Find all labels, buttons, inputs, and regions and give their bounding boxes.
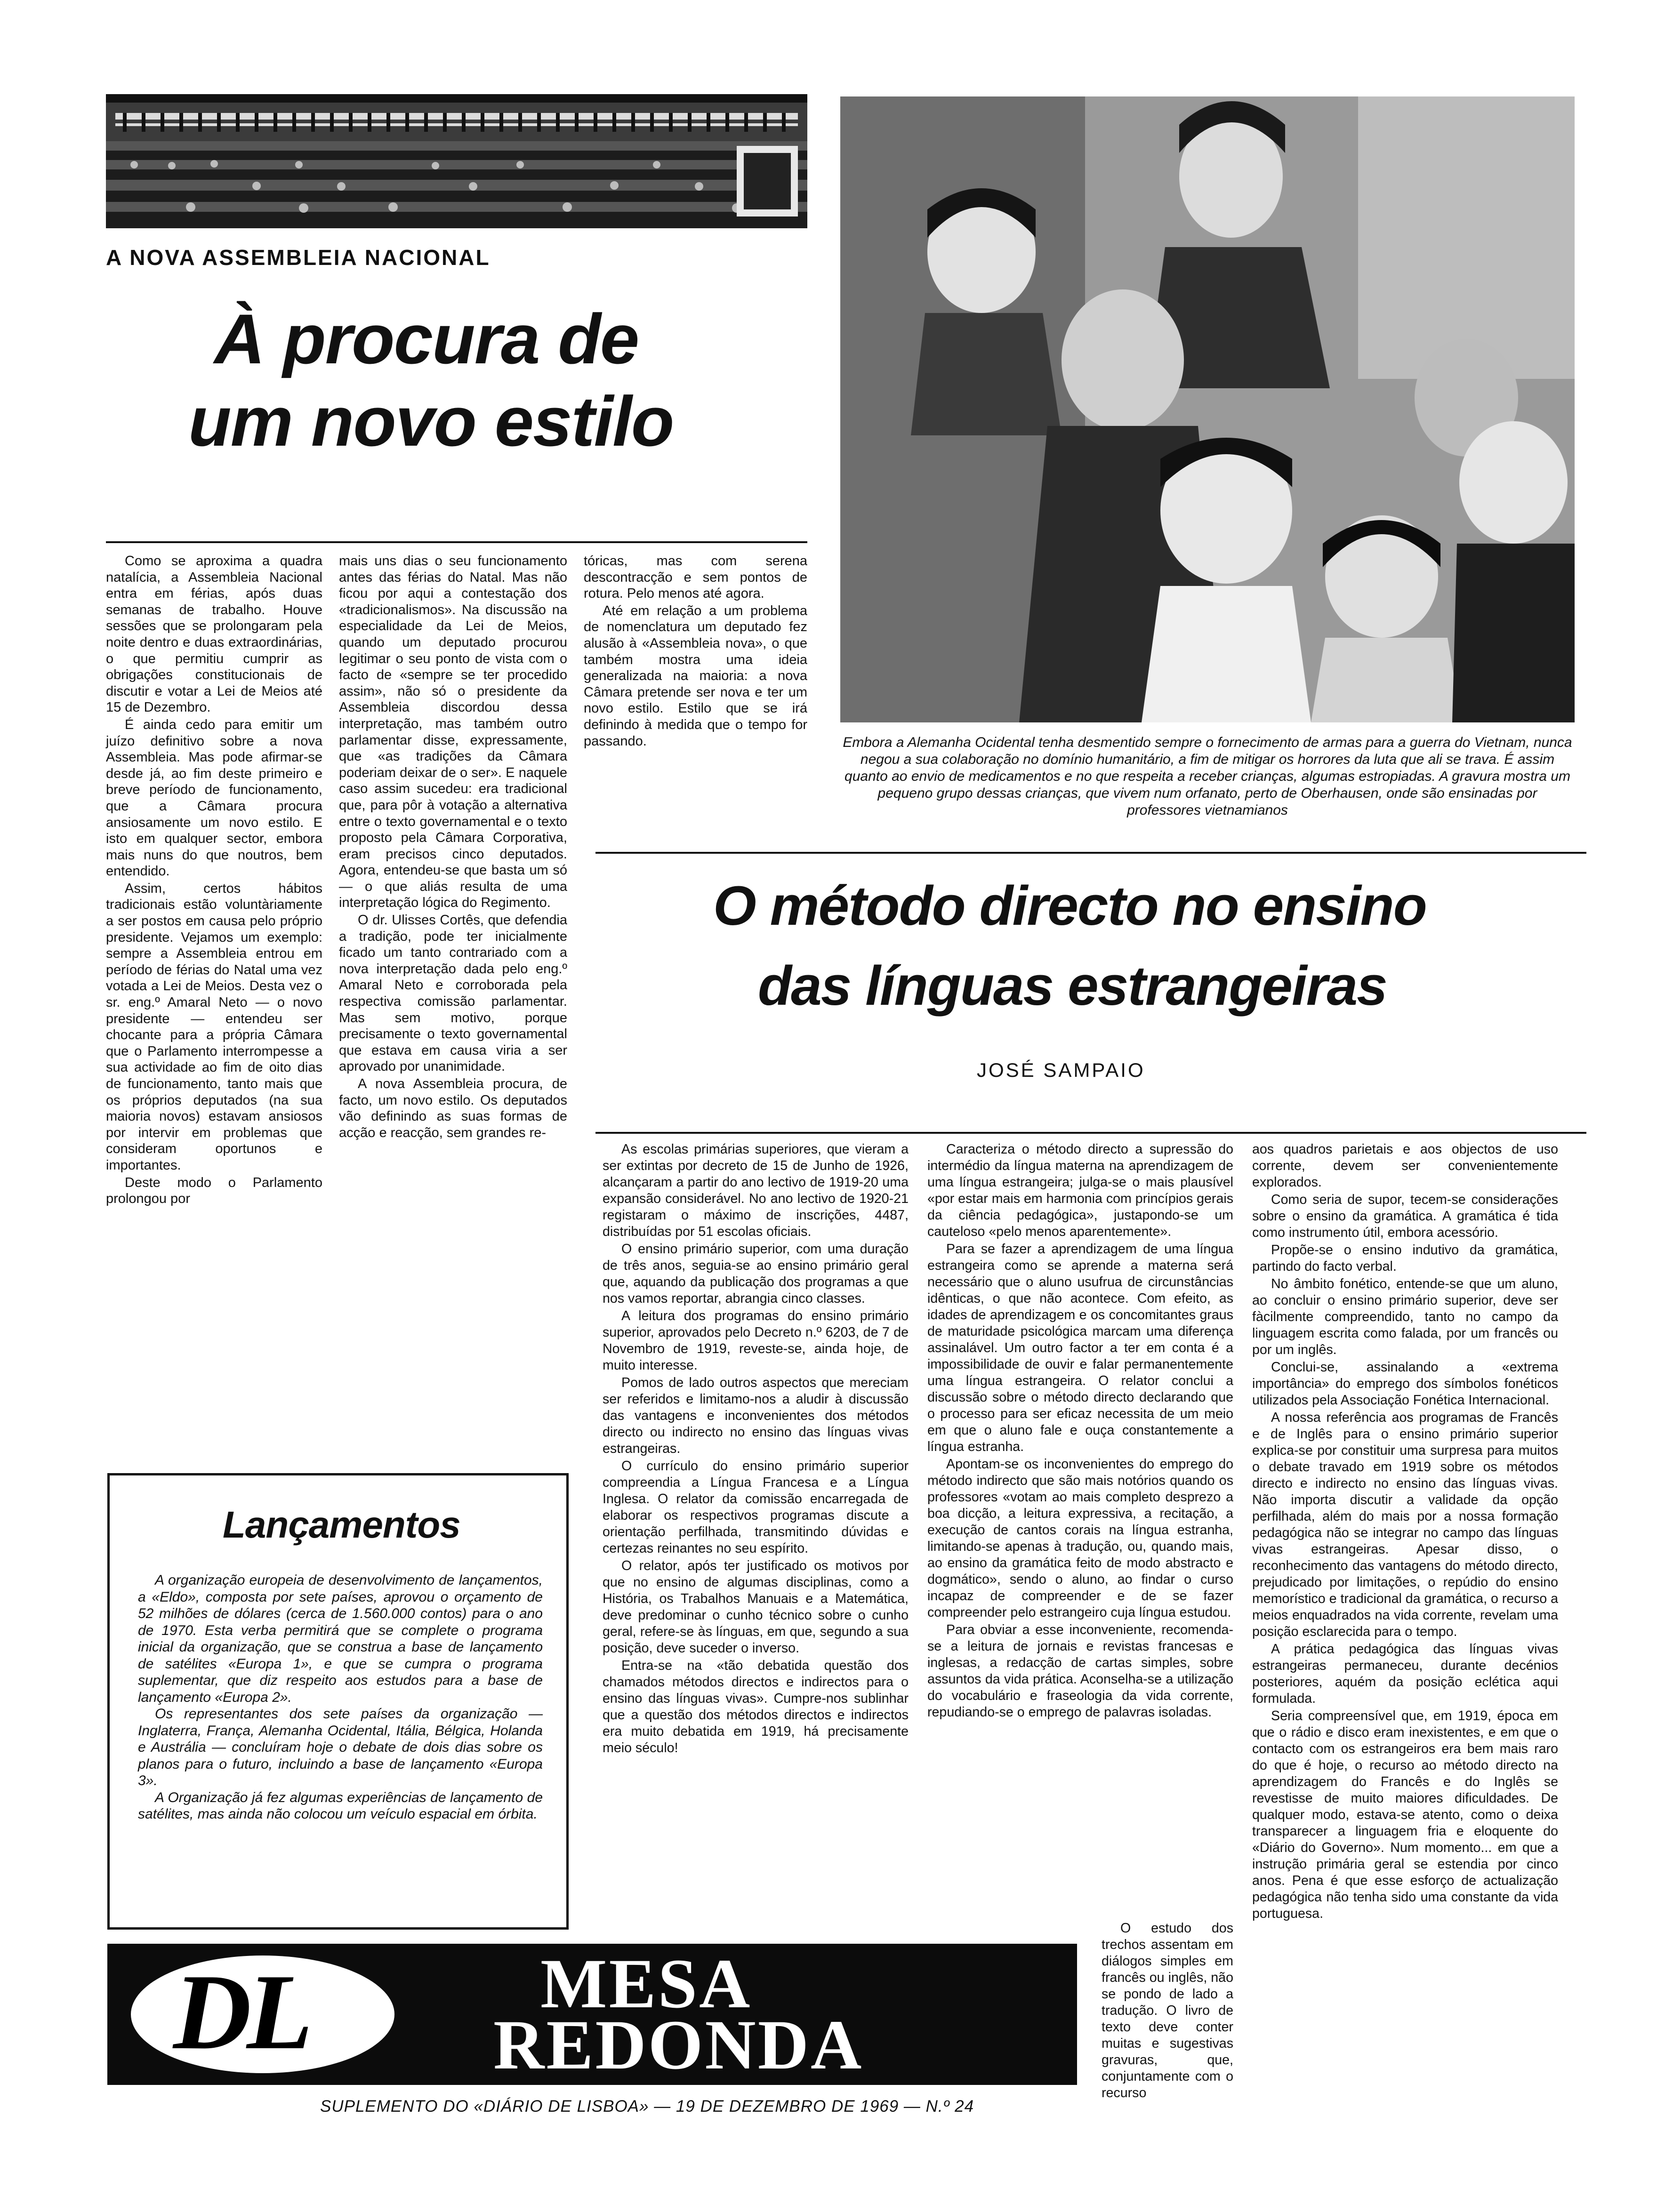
- method-rule: [595, 1132, 1586, 1134]
- paragraph: A organização europeia de desenvolvimento de lançamentos, a «Eldo», composta por sete países, aprovou o orçamento de 52 milhões de dólares (cerca de 1.560.000 contos) para o ano de 1970. Esta verba permitirá que se complete o programa inicial da organização, que se construa a base de lançamento de satélites «Europa 1», e que se cumpra o programa suplementar, que diz respeito aos estudos para a base de lançamento «Europa 2».: [138, 1572, 543, 1705]
- paragraph: A leitura dos programas do ensino primário superior, aprovados pelo Decreto n.º 6203, de 7 de Novembro de 1919, reveste-se, ainda hoje, de muito interesse.: [603, 1308, 909, 1373]
- top-kicker: A NOVA ASSEMBLEIA NACIONAL: [106, 245, 491, 270]
- assembly-photo: [106, 94, 807, 228]
- paragraph: É ainda cedo para emitir um juízo definitivo sobre a nova Assembleia. Mas pode afirmar-se desde já, ao fim deste primeiro e breve período de funcionamento, que a Câmara procura ansiosamente um novo estilo. E isto em qualquer sector, embora mais nuns do que noutros, bem entendido.: [106, 717, 322, 879]
- paragraph: Para se fazer a aprendizagem de uma língua estrangeira como se aprende a materna será necessário que o aluno usufrua de circunstâncias idênticas, o que não acontece. Com efeito, as idades de aprendizagem e os concomitantes graus de maturidade psicológica marcam uma diferença assinalável. Um outro factor a ter em conta é a impossibilidade de ouvir e falar permanentemente uma língua estrangeira. O relator conclui a discussão sobre o método directo declarando que o processo para ser eficaz necessita de um meio em que o aluno fale e ouça constantemente a língua estranha.: [927, 1242, 1233, 1454]
- paragraph: Assim, certos hábitos tradicionais estão voluntàriamente a ser postos em causa pelo próprio presidente. Vejamos um exemplo: sempre a Assembleia entrou em período de férias do Natal uma vez votada a Lei de Meios. Desta vez o sr. eng.º Amaral Neto — o novo presidente — entendeu ser chocante para a própria Câmara que o Parlamento interrompesse a sua actividade ao fim de oito dias de funcionamento, tanto mais que os próprios deputados (na sua maioria novos) estavam ansiosos por intervir em problemas que consideram oportunos e importantes.: [106, 881, 322, 1173]
- lancamentos-box: [107, 1473, 569, 1930]
- paragraph: tóricas, mas com serena descontracção e sem pontos de rotura. Pelo menos até agora.: [584, 553, 807, 601]
- paragraph: Propõe-se o ensino indutivo da gramática, partindo do facto verbal.: [1252, 1242, 1558, 1274]
- paragraph: A prática pedagógica das línguas vivas estrangeiras permaneceu, durante decénios posteriores, aquém da posição eclética aqui formulada.: [1252, 1642, 1558, 1706]
- paragraph: Como seria de supor, tecem-se considerações sobre o ensino da gramática. A gramática é tida como instrumento útil, embora acessório.: [1252, 1192, 1558, 1240]
- paragraph: mais uns dias o seu funcionamento antes das férias do Natal. Mas não ficou por aqui a contestação dos «tradicionalismos». Na discussão na especialidade da Lei de Meios, quando um deputado procurou legitimar o seu ponto de vista com o facto de «sempre se ter procedido assim», não só o presidente da Assembleia discordou dessa interpretação, mas também outro parlamentar disse, expressamente, que «as tradições da Câmara poderiam deixar de o ser». E naquele caso assim sucedeu: era tradicional que, para pôr à votação a alternativa entre o texto governamental e o texto proposto pela Câmara Corporativa, eram precisos cinco deputados. Agora, entendeu-se que basta um só — o que aliás resulta de uma interpretação lógica do Regimento.: [339, 553, 567, 911]
- paragraph: Até em relação a um problema de nomenclatura um deputado fez alusão à «Assembleia nova», o que também mostra uma ideia generalizada na maioria: a nova Câmara pretende ser nova e ter um novo estilo. Estilo que se irá definindo à medida que o tempo for passando.: [584, 603, 807, 749]
- paragraph: A Organização já fez algumas experiências de lançamento de satélites, mas ainda não colocou um veículo espacial em órbita.: [138, 1789, 543, 1822]
- mesa-redonda-banner: [107, 1944, 1077, 2085]
- masthead-line2: REDONDA: [493, 2006, 864, 2084]
- method-headline-line1: O método directo no ensino: [713, 875, 1426, 937]
- paragraph: Deste modo o Parlamento prolongou por: [106, 1175, 322, 1207]
- paragraph: Conclui-se, assinalando a «extrema importância» do emprego dos símbolos fonéticos utilizados pela Associação Fonética Internacional.: [1252, 1360, 1558, 1408]
- lancamentos-title: Lançamentos: [223, 1504, 460, 1546]
- top-headline-line2: um novo estilo: [188, 382, 674, 461]
- paragraph: Para obviar a esse inconveniente, recomenda-se a leitura de jornais e revistas francesas e inglesas, a redacção de cartas simples, sobre assuntos da vida prática. Aconselha-se a utilização do vocabulário e fraseologia da vida corrente, repudiando-se o emprego de palavras isoladas.: [927, 1622, 1233, 1720]
- top-article-rule: [106, 541, 807, 543]
- page-footer: SUPLEMENTO DO «DIÁRIO DE LISBOA» — 19 DE DEZEMBRO DE 1969 — N.º 24: [320, 2097, 974, 2116]
- paragraph: O ensino primário superior, com uma duração de três anos, seguia-se ao ensino primário geral que, aquando da publicação dos programas a que nos vamos reportar, abrangia cinco classes.: [603, 1242, 909, 1306]
- method-col2-tail: [1102, 1920, 1233, 2101]
- method-col3: [1252, 1141, 1558, 1922]
- paragraph: A nossa referência aos programas de Francês e de Inglês para o ensino primário superior explica-se por constituir uma surpresa para muitos o debate travado em 1919 sobre os métodos directo e indirecto no ensino das línguas vivas. Não importa discutir a validade da opção perfilhada, além do mais por a nossa formação pedagógica não se integrar no campo das línguas vivas estrangeiras. Apesar disso, o reconhecimento das vantagens do método directo, prejudicado por limitações, o repúdio do ensino memorístico e tradicional da gramática, o recurso a meios enquadrados na vida corrente, revelam uma posição esclarecida para o tempo.: [1252, 1410, 1558, 1639]
- paragraph: aos quadros parietais e aos objectos de uso corrente, devem ser convenientemente explorados.: [1252, 1142, 1558, 1190]
- paragraph: O currículo do ensino primário superior compreendia a Língua Francesa e a Língua Inglesa. O relator da comissão encarregada de elaborar os respectivos programas discute a orientação perfilhada, transmitindo dúvidas e certezas reinantes no seu espírito.: [603, 1459, 909, 1556]
- paragraph: No âmbito fonético, entende-se que um aluno, ao concluir o ensino primário superior, deve ser fàcilmente compreendido, tanto no campo da linguagem escrita como falada, por um francês ou por um inglês.: [1252, 1276, 1558, 1357]
- top-article-col2: [339, 553, 567, 1141]
- caption-rule: [595, 852, 1586, 854]
- dl-logo-letters: DL: [173, 1952, 308, 2072]
- method-byline: JOSÉ SAMPAIO: [977, 1059, 1145, 1081]
- paragraph: O relator, após ter justificado os motivos por que no ensino de algumas disciplinas, como a História, os Trabalhos Manuais e a Matemática, deve predominar o cunho técnico sobre o cunho geral, refere-se às línguas, em que, segundo a sua posição, deve suceder o inverso.: [603, 1558, 909, 1656]
- photo-caption: Embora a Alemanha Ocidental tenha desmentido sempre o fornecimento de armas para a guerra do Vietnam, nunca negou a sua colaboração no domínio humanitário, a fim de mitigar os horrores da luta que ali se trava. É assim quanto ao envio de medicamentos e no que respeita a receber crianças, algumas estropiadas. A gravura mostra um pequeno grupo dessas crianças, que vivem num orfanato, perto de Oberhausen, onde são ensinadas por professores vietnamianos: [843, 735, 1572, 818]
- paragraph: Os representantes dos sete países da organização — Inglaterra, França, Alemanha Ocidental, Itália, Bélgica, Holanda e Austrália — concluíram hoje o debate de dois dias sobre os planos para o futuro, incluindo a base de lançamento «Europa 3».: [138, 1706, 543, 1788]
- children-photo: [840, 96, 1575, 722]
- masthead-line1: MESA: [540, 1945, 752, 2023]
- paragraph: O estudo dos trechos assentam em diálogos simples em francês ou inglês, não se pondo de lado a tradução. O livro de texto deve conter muitas e sugestivas gravuras, que, conjuntamente com o recurso: [1102, 1921, 1233, 2100]
- paragraph: Caracteriza o método directo a supressão do intermédio da língua materna na aprendizagem de uma língua estrangeira; julga-se o mais plausível «por estar mais em harmonia com princípios gerais da ciência pedagógica», justapondo-se um cauteloso «pelo menos aparentemente».: [927, 1142, 1233, 1239]
- paragraph: As escolas primárias superiores, que vieram a ser extintas por decreto de 15 de Junho de 1926, alcançaram a partir do ano lectivo de 1919-20 uma expansão considerável. No ano lectivo de 1920-21 registaram o máximo de inscrições, 4487, distribuídas por 51 escolas oficiais.: [603, 1142, 909, 1239]
- top-headline-line1: À procura de: [214, 299, 639, 378]
- paragraph: Seria compreensível que, em 1919, época em que o rádio e disco eram inexistentes, e em que o contacto com os estrangeiros era bem mais raro do que é hoje, o recurso ao método directo na aprendizagem do Francês e do Inglês se revestisse de muito maiores dificuldades. De qualquer modo, estava-se atento, como o deixa transparecer a linguagem fria e eloquente do «Diário do Governo». Num momento... em que a instrução primária geral se estendia por cinco anos. Pena é que esse esforço de actualização pedagógica não tenha sido uma constante da vida portuguesa.: [1252, 1708, 1558, 1921]
- method-col2: [927, 1141, 1233, 1721]
- paragraph: Entra-se na «tão debatida questão dos chamados métodos directos e indirectos para o ensino das línguas vivas». Cumpre-nos sublinhar que a questão dos métodos directos e indirectos era muito debatida em 1919, há precisamente meio século!: [603, 1658, 909, 1755]
- top-article-col3: [584, 553, 807, 749]
- top-article-col1: [106, 553, 322, 1207]
- paragraph: Apontam-se os inconvenientes do emprego do método indirecto que são mais notórios quando os professores «votam ao mais completo desprezo a boa dicção, a leitura expressiva, a recitação, a execução de cantos corais na língua estranha, limitando-se apenas à tradução, ou, quando mais, ao ensino da gramática feito de modo abstracto e dogmático», sendo o aluno, ao findar o curso incapaz de compreender e de se fazer compreender pelo estrangeiro cuja língua estudou.: [927, 1457, 1233, 1620]
- paragraph: O dr. Ulisses Cortês, que defendia a tradição, pode ter inicialmente ficado um tanto contrariado com a nova interpretação dada pelo eng.º Amaral Neto e corroborada pela respectiva comissão parlamentar. Mas sem motivo, porque precisamente o texto governamental que estava em causa viria a ser aprovado por unanimidade.: [339, 913, 567, 1074]
- paragraph: A nova Assembleia procura, de facto, um novo estilo. Os deputados vão definindo as suas formas de acção e reacção, sem grandes re-: [339, 1076, 567, 1140]
- method-col1: [603, 1141, 909, 1756]
- lancamentos-body: [138, 1572, 543, 1823]
- paragraph: Pomos de lado outros aspectos que mereciam ser referidos e limitamo-nos a aludir à discussão das vantagens e inconvenientes dos métodos directo ou indirecto no ensino das línguas vivas estrangeiras.: [603, 1375, 909, 1456]
- paragraph: Como se aproxima a quadra natalícia, a Assembleia Nacional entra em férias, após duas semanas de trabalho. Houve sessões que se prolongaram pela noite dentro e duas extraordinárias, o que permitiu cumprir as obrigações constitucionais de discutir e votar a Lei de Meios até 15 de Dezembro.: [106, 553, 322, 715]
- method-headline-line2: das línguas estrangeiras: [758, 955, 1387, 1017]
